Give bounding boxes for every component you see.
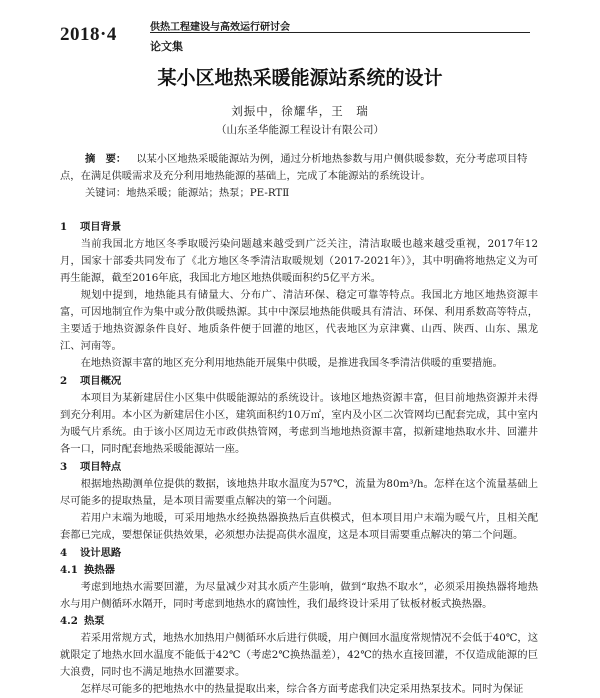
paragraph: 怎样尽可能多的把地热水中的热量提取出来，综合各方面考虑我们决定采用热泵技术。同时为保证	[80, 683, 524, 695]
header-rule	[150, 32, 530, 33]
keywords	[60, 185, 538, 202]
paragraph: 若采用常规方式，地热水加热用户侧循环水后进行供暖，用户侧回水温度常规情况不会低于40℃，这就限定了地热水回水温度不能低于42℃（考虑2℃换热温差），42℃的热水直接回灌，不仅造成能源的巨大浪费，同时也不满足地热水回灌要求。	[60, 632, 538, 678]
subsection-title: 换热器	[84, 564, 115, 576]
paper-title: 某小区地热采暖能源站系统的设计	[157, 67, 443, 89]
section-number: 1	[60, 221, 68, 233]
keywords-text: 地热采暖；能源站；热泵；PE-RTⅡ	[126, 187, 290, 199]
section-heading	[60, 373, 538, 390]
section-title: 项目特点	[80, 461, 122, 473]
subsection-heading	[60, 613, 538, 630]
subsection-number: 4.1	[60, 564, 78, 576]
section-heading	[60, 459, 538, 476]
subsection-title: 热泵	[84, 615, 105, 627]
keywords-label: 关键词：	[85, 187, 127, 199]
paragraph: 在地热资源丰富的地区充分利用地热能开展集中供暖，是推进我国冬季清洁供暖的重要措施。	[80, 357, 503, 369]
section-title: 设计思路	[80, 547, 122, 559]
section-number: 2	[60, 375, 68, 387]
section-number: 4	[60, 547, 68, 559]
abstract-text: 以某小区地热采暖能源站为例，通过分析地热参数与用户侧供暖参数，充分考虑项目特点，在满足供暖需求及充分利用地热能源的基础上，完成了本能源站的系统设计。	[60, 153, 528, 182]
subsection-number: 4.2	[60, 615, 78, 627]
paragraph: 当前我国北方地区冬季取暖污染问题越来越受到广泛关注，清洁取暖也越来越受重视，2017年12月，国家十部委共同发布了《北方地区冬季清洁取暖规划（2017-2021年）》，其中明确将地热定义为可再生能源，截至2016年底，我国北方地区地热供暖面积约5亿平方米。	[60, 238, 538, 284]
author-affiliation: （山东圣华能源工程设计有限公司）	[216, 124, 384, 136]
paragraph: 规划中提到，地热能具有储量大、分布广、清洁环保、稳定可靠等特点。我国北方地区地热资源丰富，可因地制宜作为集中或分散供暖热源。其中中深层地热能供暖具有清洁、环保、利用系数高等特点，主要适于地热资源条件良好、地质条件便于回灌的地区，代表地区为京津冀、山西、陕西、山东、黑龙江、河南等。	[60, 289, 538, 352]
paper-body	[60, 218, 538, 698]
section-heading	[60, 545, 538, 562]
subsection-heading	[60, 562, 538, 579]
paragraph: 本项目为某新建居住小区集中供暖能源站的系统设计。该地区地热资源丰富，但目前地热资源并未得到充分利用。本小区为新建居住小区，建筑面积约10万㎡，室内及小区二次管网均已配套完成，其中室内为暖气片系统。由于该小区周边无市政供热管网，考虑到当地地热资源丰富，拟新建地热取水井、回灌井各一口，同时配套地热采暖能源站一座。	[60, 392, 538, 455]
abstract-label: 摘 要：	[85, 153, 127, 165]
section-title: 项目背景	[80, 221, 122, 233]
section-title: 项目概况	[80, 375, 122, 387]
paragraph: 考虑到地热水需要回灌，为尽量减少对其水质产生影响，做到“取热不取水”，必须采用换热器将地热水与用户侧循环水隔开，同时考虑到地热水的腐蚀性，我们最终设计采用了钛板材板式换热器。	[60, 581, 538, 610]
paragraph: 根据地热勘测单位提供的数据，该地热井取水温度为57℃，流量为80m³/h。怎样在这个流量基础上尽可能多的提取热量，是本项目需要重点解决的第一个问题。	[60, 478, 538, 507]
paragraph: 若用户末端为地暖，可采用地热水经换热器换热后直供模式，但本项目用户末端为暖气片，且相关配套都已完成，要想保证供热效果，必须想办法提高供水温度，这是本项目需要重点解决的第二个问题。	[60, 512, 538, 541]
section-heading	[60, 219, 538, 236]
journal-name: 供热工程建设与高效运行研讨会	[150, 22, 290, 33]
issue-number: 2018·4	[60, 24, 117, 45]
paper-authors: 刘振中，徐耀华，王 瑞	[231, 104, 369, 118]
header-section: 论文集	[150, 40, 183, 53]
section-number: 3	[60, 461, 68, 473]
abstract	[60, 151, 538, 185]
